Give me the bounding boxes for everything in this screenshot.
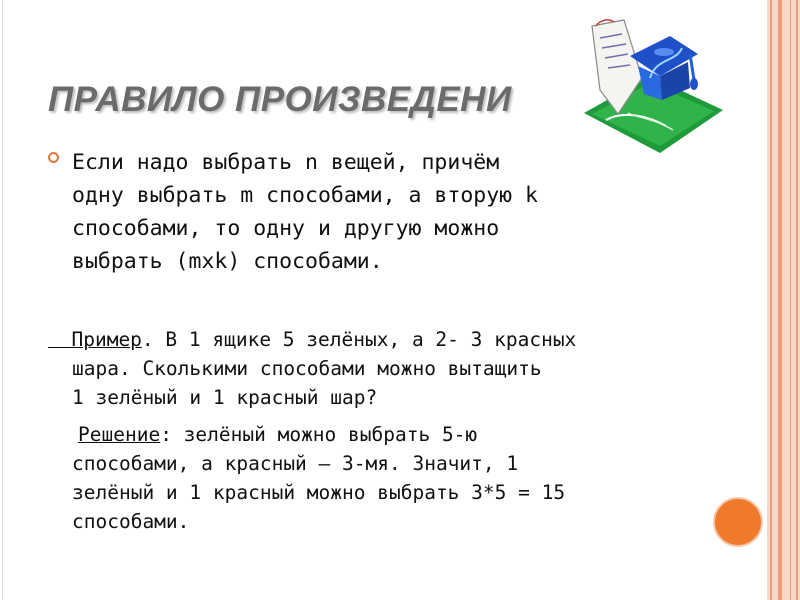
solution-line: способами, а красный – 3-мя. Значит, 1 (72, 452, 519, 475)
rule-line: выбрать (mxk) способами. (72, 249, 383, 274)
example-text: . В 1 ящике 5 зелёных, а 2- 3 красных (141, 328, 577, 351)
example-paragraph (48, 325, 576, 412)
slide-title: ПРАВИЛО ПРОИЗВЕДЕНИ (48, 80, 512, 119)
decor-stripe (778, 0, 782, 600)
decor-stripe (796, 0, 798, 600)
decor-stripe (770, 0, 772, 600)
left-frame-line (2, 0, 3, 600)
decor-stripe (790, 0, 791, 600)
example-line (48, 325, 576, 354)
rule-line: способами, то одну и другую можно (72, 216, 500, 241)
example-line: шара. Сколькими способами можно вытащить (72, 357, 542, 380)
rule-line: Если надо выбрать n вещей, причём (72, 150, 500, 175)
example-label: Пример (48, 328, 142, 351)
orange-circle-icon (713, 497, 763, 547)
solution-label: Решение (78, 423, 161, 446)
solution-line: способами. (72, 510, 190, 533)
solution-text: : зелёный можно выбрать 5-ю (160, 423, 478, 446)
solution-line: зелёный и 1 красный можно выбрать 3*5 = 15 (72, 481, 566, 504)
example-line: 1 зелёный и 1 красный шар? (72, 386, 378, 409)
graduation-cap-clipart-icon (578, 18, 728, 158)
rule-paragraph (72, 146, 538, 278)
bullet-ring-icon (48, 152, 59, 163)
solution-paragraph (72, 420, 565, 536)
solution-line (72, 420, 565, 449)
rule-line: одну выбрать m способами, а вторую k (72, 183, 538, 208)
